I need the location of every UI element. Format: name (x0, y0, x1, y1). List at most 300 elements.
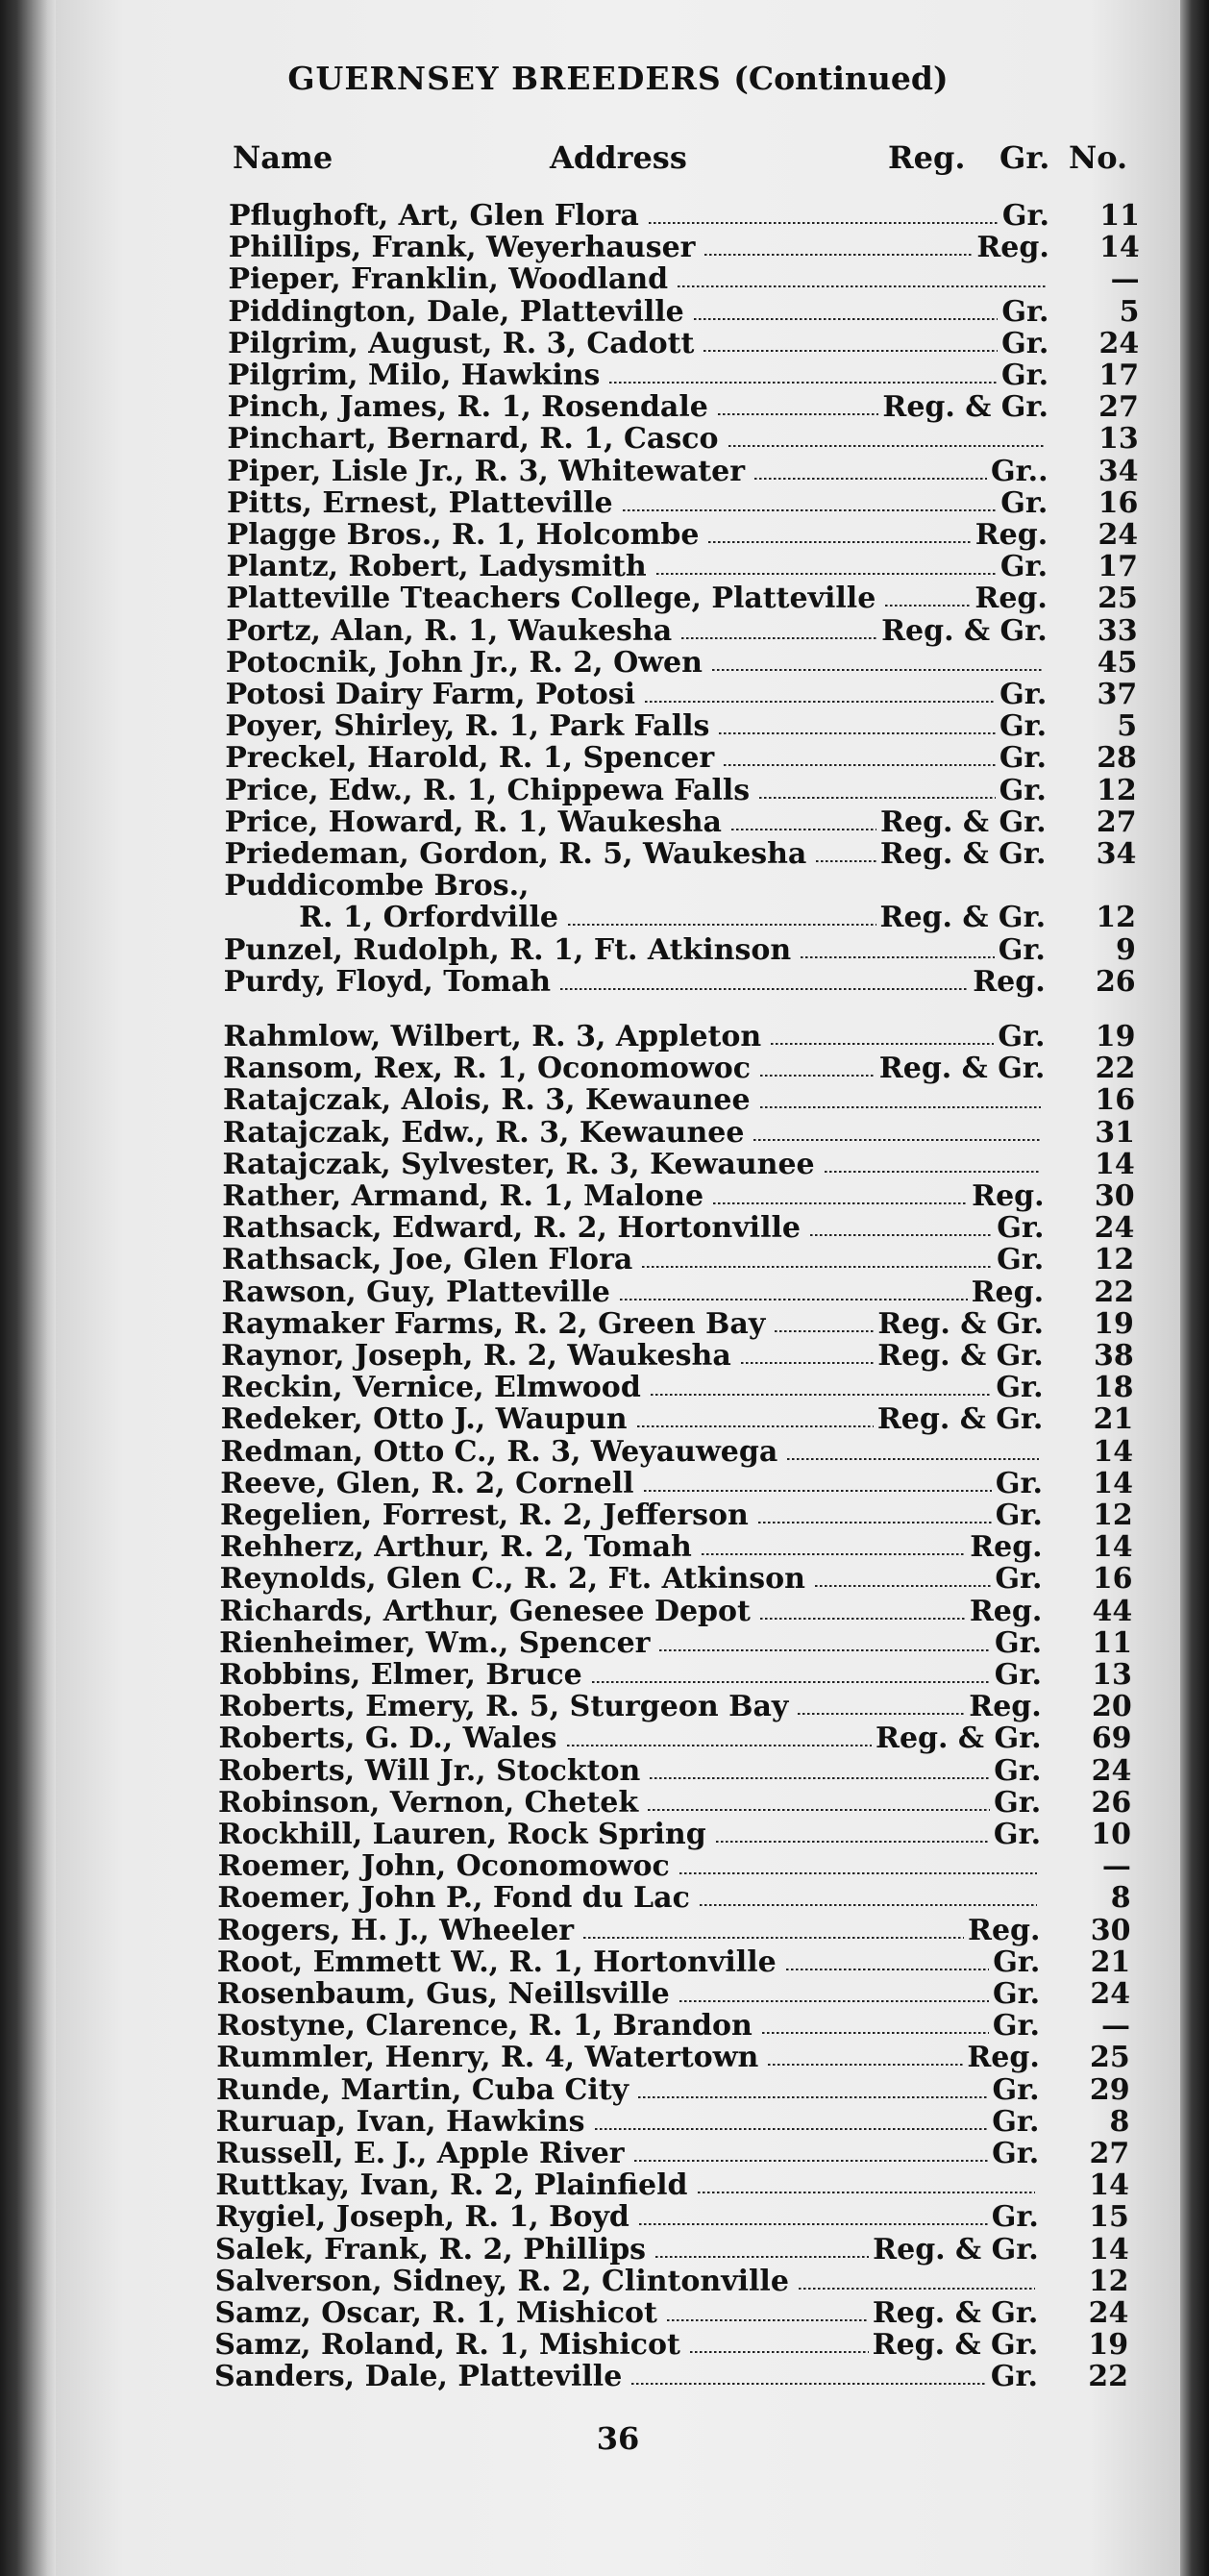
list-item (227, 390, 1139, 425)
breeder-name-address: Robinson, Vernon, Chetek (218, 1785, 639, 1820)
dot-leader (592, 1681, 991, 1683)
registration-status: Gr. (1001, 294, 1049, 329)
dot-leader (815, 1585, 991, 1587)
herd-count: 20 (1091, 1690, 1132, 1724)
list-item (219, 1562, 1133, 1597)
registration-status: Gr. (999, 678, 1048, 711)
dot-leader (760, 1106, 1042, 1108)
breeder-name-address: Ratajczak, Edw., R. 3, Kewaunee (222, 1115, 745, 1150)
herd-count: 26 (1095, 964, 1136, 999)
list-item (220, 1434, 1134, 1469)
dot-leader (768, 2064, 963, 2066)
herd-count: 12 (1096, 901, 1137, 935)
breeder-name-address: Rostyne, Clarence, R. 1, Brandon (216, 2009, 753, 2043)
herd-count: 26 (1091, 1785, 1132, 1820)
registration-status: Reg. & Gr. (881, 613, 1048, 648)
dot-leader (702, 1553, 966, 1555)
breeder-name-address: Piper, Lisle Jr., R. 3, Whitewater (227, 454, 746, 488)
page-title (56, 60, 1180, 97)
column-header-no: No. (1069, 139, 1128, 176)
breeder-name-address: Rogers, H. J., Wheeler (217, 1913, 575, 1947)
herd-count: 5 (1117, 709, 1138, 744)
list-item (223, 932, 1136, 967)
breeder-name-address: Salverson, Sidney, R. 2, Clintonville (214, 2264, 789, 2298)
herd-count: 18 (1093, 1371, 1134, 1405)
registration-status: Gr. (997, 1243, 1045, 1277)
breeder-name-address: Puddicombe Bros., (224, 869, 530, 904)
list-item (221, 1339, 1134, 1373)
list-item (216, 2072, 1130, 2107)
breeder-name-address: Samz, Roland, R. 1, Mishicot (214, 2328, 680, 2363)
list-item (215, 2104, 1130, 2139)
dot-leader (810, 1234, 993, 1236)
dot-leader (728, 445, 1045, 447)
list-item (224, 805, 1137, 839)
registration-status: Gr. (992, 2072, 1040, 2107)
herd-count: 24 (1098, 518, 1139, 552)
registration-status: Reg. (975, 518, 1049, 552)
list-item (223, 964, 1136, 999)
breeder-name-address: Platteville Tteachers College, Platteville (226, 582, 876, 616)
breeder-name-address: Reeve, Glen, R. 2, Cornell (220, 1466, 634, 1500)
dot-leader (825, 1171, 1041, 1173)
breeder-name-address: Pilgrim, Milo, Hawkins (227, 359, 601, 392)
herd-count: 9 (1115, 932, 1136, 967)
breeder-name-address: Priedeman, Gordon, R. 5, Waukesha (224, 837, 807, 871)
dot-leader (595, 2128, 989, 2130)
registration-status: Reg. (975, 582, 1048, 616)
dot-leader (703, 350, 998, 352)
breeder-name-address: Robbins, Elmer, Bruce (218, 1658, 582, 1692)
list-item (222, 1211, 1135, 1246)
dot-leader (716, 1841, 990, 1843)
column-header-gr: Gr. (999, 139, 1050, 176)
registration-status: Gr. (992, 2137, 1040, 2170)
herd-count: 13 (1092, 1658, 1132, 1692)
list-item (224, 837, 1137, 871)
registration-status: Reg. (972, 1179, 1045, 1213)
registration-status: Gr. (991, 2200, 1039, 2235)
list-item (225, 645, 1138, 680)
herd-count: 30 (1090, 1913, 1131, 1947)
list-item (228, 294, 1140, 329)
registration-status: Gr. (990, 2360, 1038, 2394)
breeder-name-address: Pinchart, Bernard, R. 1, Casco (227, 422, 719, 457)
dot-leader (798, 1713, 965, 1715)
herd-count: 19 (1095, 1020, 1136, 1053)
dot-leader (713, 1202, 968, 1204)
list-item (224, 773, 1137, 807)
list-item (214, 2232, 1129, 2266)
list-item (218, 1690, 1132, 1724)
dot-leader (631, 2383, 987, 2385)
herd-count: 15 (1089, 2200, 1129, 2235)
registration-status: Reg. & Gr. (879, 901, 1047, 935)
herd-count: 8 (1109, 2104, 1130, 2139)
registration-status: Reg. (971, 1275, 1045, 1309)
herd-count: 28 (1097, 741, 1137, 776)
title-suffix: (Continued) (733, 60, 949, 97)
list-item (226, 485, 1139, 520)
registration-status: Gr. (997, 1211, 1045, 1246)
registration-status: Gr. (993, 1818, 1042, 1851)
list-item (223, 1052, 1136, 1086)
dot-leader (731, 829, 876, 830)
breeder-name-address: Reckin, Vernice, Elmwood (220, 1371, 641, 1405)
registration-status: Reg. & Gr. (873, 2232, 1039, 2266)
column-header-name: Name (233, 139, 333, 176)
herd-count: 14 (1093, 1434, 1134, 1469)
registration-status: Gr. (1001, 326, 1049, 360)
breeder-name-address: Russell, E. J., Apple River (215, 2137, 625, 2170)
herd-count: 24 (1088, 2296, 1129, 2330)
dot-leader (642, 1266, 993, 1268)
list-item (215, 2200, 1129, 2235)
breeder-name-address: Potocnik, John Jr., R. 2, Owen (225, 645, 703, 680)
list-item (222, 1179, 1135, 1213)
dot-leader (623, 509, 998, 511)
herd-count: 27 (1089, 2137, 1130, 2170)
dot-leader (758, 1522, 992, 1523)
registration-status: Reg. & Gr. (878, 1052, 1046, 1086)
herd-count: — (1110, 262, 1140, 297)
herd-count: 17 (1098, 550, 1139, 584)
herd-count: 14 (1093, 1466, 1133, 1500)
list-item (215, 2168, 1130, 2203)
dot-leader (816, 860, 876, 862)
registration-status: Reg. & Gr. (879, 837, 1047, 871)
breeder-name-address: R. 1, Orfordville (299, 901, 558, 935)
list-item (217, 1913, 1131, 1947)
herd-count: 17 (1098, 359, 1140, 392)
herd-count: 21 (1093, 1402, 1134, 1437)
registration-status: Gr. (994, 1658, 1042, 1692)
dot-leader (638, 2096, 988, 2098)
dot-leader (718, 413, 879, 415)
registration-status: Reg. (973, 964, 1046, 999)
dot-leader (775, 1330, 874, 1332)
dot-leader (885, 605, 971, 607)
registration-status: Gr.. (990, 454, 1049, 488)
dot-leader (655, 2256, 869, 2258)
dot-leader (786, 1969, 990, 1970)
list-item (228, 231, 1140, 265)
list-item (229, 199, 1140, 233)
title-text: GUERNSEY BREEDERS (287, 60, 722, 97)
dot-leader (667, 2319, 869, 2321)
dot-leader (649, 222, 999, 224)
registration-status: Gr. (999, 773, 1047, 807)
herd-count: 69 (1091, 1721, 1132, 1756)
breeder-name-address: Salek, Frank, R. 2, Phillips (214, 2232, 647, 2266)
list-item (216, 2009, 1130, 2043)
list-item (224, 870, 1046, 902)
herd-count: 12 (1094, 1243, 1135, 1277)
list-item (221, 1275, 1135, 1309)
dot-leader (760, 1618, 966, 1620)
dot-leader (678, 285, 1045, 287)
page (56, 0, 1180, 2576)
list-item (220, 1371, 1134, 1405)
herd-count: 24 (1094, 1211, 1135, 1246)
breeder-name-address: Ratajczak, Alois, R. 3, Kewaunee (222, 1083, 751, 1118)
breeder-name-address: Runde, Martin, Cuba City (216, 2072, 629, 2107)
dot-leader (679, 2000, 989, 2002)
dot-leader (724, 764, 996, 766)
registration-status: Reg. (968, 1913, 1041, 1947)
dot-leader (679, 1872, 1037, 1874)
list-item (299, 901, 1137, 935)
registration-status: Reg. & Gr. (872, 2296, 1039, 2330)
registration-status: Gr. (993, 1977, 1041, 2011)
herd-count: 25 (1098, 582, 1138, 616)
breeder-name-address: Potosi Dairy Farm, Potosi (225, 678, 635, 711)
registration-status: Gr. (993, 1944, 1041, 1979)
herd-count: 27 (1098, 390, 1139, 425)
registration-status: Gr. (1000, 485, 1049, 520)
dot-leader (762, 2032, 989, 2034)
dot-leader (656, 573, 997, 575)
registration-status: Gr. (1001, 199, 1049, 233)
list-item (228, 262, 1140, 297)
list-item (217, 1881, 1131, 1916)
list-item (220, 1499, 1133, 1532)
registration-status: Gr. (998, 1020, 1046, 1053)
dot-leader (681, 637, 877, 639)
dot-leader (799, 2288, 1035, 2290)
breeder-name-address: Samz, Oscar, R. 1, Mishicot (214, 2296, 657, 2330)
herd-count: 14 (1099, 231, 1140, 265)
breeder-name-address: Raymaker Farms, R. 2, Green Bay (221, 1306, 766, 1341)
book-spine (0, 0, 56, 2576)
page-edge (1180, 0, 1209, 2576)
breeder-name-address: Rahmlow, Wilbert, R. 3, Appleton (223, 1020, 762, 1053)
herd-count: 24 (1098, 326, 1140, 360)
herd-count: 14 (1089, 2168, 1130, 2203)
list-item (221, 1306, 1134, 1341)
breeder-name-address: Redeker, Otto J., Waupun (220, 1402, 628, 1437)
registration-status: Gr. (992, 2009, 1040, 2043)
list-item (218, 1721, 1132, 1756)
list-item (219, 1530, 1133, 1565)
breeder-name-address: Pitts, Ernest, Platteville (226, 485, 613, 520)
herd-count: 29 (1089, 2072, 1130, 2107)
dot-leader (650, 1777, 990, 1779)
column-header-reg: Reg. (888, 139, 966, 176)
registration-status: Reg. & Gr. (877, 1339, 1044, 1373)
herd-count: 19 (1094, 1306, 1134, 1341)
dot-leader (651, 1394, 993, 1396)
dot-leader (759, 797, 995, 799)
dot-leader (801, 956, 995, 958)
breeder-name-address: Punzel, Rudolph, R. 1, Ft. Atkinson (223, 932, 792, 967)
registration-status: Reg. & Gr. (876, 1721, 1042, 1756)
breeder-name-address: Pinch, James, R. 1, Rosendale (227, 390, 708, 425)
herd-count: 25 (1090, 2041, 1130, 2075)
herd-count: 45 (1097, 645, 1138, 680)
list-item (218, 1753, 1132, 1788)
list-item (218, 1785, 1132, 1820)
breeder-name-address: Plantz, Robert, Ladysmith (226, 550, 647, 584)
registration-status: Gr. (994, 1625, 1043, 1660)
herd-count: 34 (1098, 454, 1139, 488)
herd-count: 37 (1097, 678, 1138, 711)
dot-leader (694, 318, 999, 320)
registration-status: Reg. (967, 2041, 1040, 2075)
herd-count: 16 (1098, 485, 1139, 520)
breeder-name-address: Ruruap, Ivan, Hawkins (215, 2104, 585, 2139)
registration-status: Gr. (994, 1753, 1042, 1788)
list-item (216, 1977, 1131, 2011)
dot-leader (700, 1904, 1037, 1906)
breeder-name-address: Rosenbaum, Gus, Neillsville (216, 1977, 670, 2011)
list-item (222, 1083, 1136, 1118)
list-item (226, 550, 1139, 584)
breeder-name-address: Rehherz, Arthur, R. 2, Tomah (219, 1530, 692, 1565)
breeder-name-address: Piddington, Dale, Platteville (228, 294, 684, 329)
breeder-name-address: Purdy, Floyd, Tomah (223, 964, 552, 999)
dot-leader (639, 2223, 988, 2225)
list-item (217, 1849, 1131, 1884)
breeder-name-address: Phillips, Frank, Weyerhauser (228, 231, 696, 265)
list-item (215, 2137, 1130, 2170)
herd-count: 44 (1092, 1594, 1133, 1628)
dot-leader (787, 1458, 1039, 1460)
herd-count: 24 (1090, 1977, 1131, 2011)
breeder-name-address: Sanders, Dale, Platteville (214, 2360, 623, 2394)
dot-leader (620, 1299, 968, 1300)
breeder-name-address: Rathsack, Joe, Glen Flora (221, 1243, 633, 1277)
list-item (223, 1020, 1136, 1053)
breeder-name-address: Rockhill, Lauren, Rock Spring (217, 1818, 706, 1851)
breeder-name-address: Rathsack, Edward, R. 2, Hortonville (222, 1211, 801, 1246)
herd-count: 12 (1088, 2264, 1129, 2298)
herd-count: 11 (1092, 1625, 1133, 1660)
registration-status: Reg. (976, 231, 1049, 265)
list-item (227, 359, 1140, 392)
registration-status: Gr. (999, 550, 1049, 584)
dot-leader (539, 892, 1043, 894)
breeder-name-address: Rather, Armand, R. 1, Malone (222, 1179, 704, 1213)
list-item (214, 2264, 1129, 2298)
list-item (216, 2041, 1130, 2075)
list-item (217, 1818, 1132, 1851)
registration-status: Reg. (969, 1594, 1043, 1628)
dot-leader (771, 1043, 994, 1045)
list-item (219, 1625, 1133, 1660)
registration-status: Gr. (1000, 359, 1049, 392)
dot-leader (567, 1745, 873, 1746)
breeder-name-address: Roberts, Will Jr., Stockton (218, 1753, 641, 1788)
registration-status: Gr. (995, 1499, 1043, 1532)
breeder-name-address: Raynor, Joseph, R. 2, Waukesha (221, 1339, 731, 1373)
registration-status: Gr. (992, 2104, 1040, 2139)
registration-status: Gr. (998, 932, 1046, 967)
breeder-name-address: Ratajczak, Sylvester, R. 3, Kewaunee (222, 1147, 815, 1181)
list-item (227, 454, 1139, 488)
breeder-name-address: Pflughoft, Art, Glen Flora (229, 199, 639, 233)
breeder-name-address: Portz, Alan, R. 1, Waukesha (226, 613, 673, 648)
dot-leader (609, 382, 998, 384)
list-item (214, 2296, 1129, 2330)
breeder-name-address: Richards, Arthur, Genesee Depot (219, 1594, 751, 1628)
dot-leader (698, 2192, 1036, 2193)
column-header-address: Address (550, 139, 687, 176)
herd-count: 30 (1094, 1179, 1135, 1213)
registration-status: Gr. (996, 1371, 1044, 1405)
registration-status: Reg. & Gr. (877, 1306, 1044, 1341)
herd-count: — (1101, 1849, 1131, 1884)
registration-status: Gr. (995, 1466, 1043, 1500)
herd-count: 27 (1096, 805, 1137, 839)
breeder-name-address: Regelien, Forrest, R. 2, Jefferson (220, 1499, 749, 1532)
dot-leader (754, 478, 987, 480)
registration-status: Reg. & Gr. (872, 2328, 1039, 2363)
list-item (225, 709, 1138, 744)
herd-count: 11 (1099, 199, 1140, 233)
list-item (216, 1944, 1131, 1979)
dot-leader (568, 924, 876, 926)
breeder-name-address: Roberts, G. D., Wales (218, 1721, 557, 1756)
breeder-name-address: Poyer, Shirley, R. 1, Park Falls (225, 709, 710, 744)
dot-leader (648, 1809, 990, 1811)
herd-count: 22 (1094, 1275, 1135, 1309)
herd-count: 24 (1091, 1753, 1132, 1788)
list-item (218, 1658, 1132, 1692)
herd-count: 31 (1095, 1115, 1135, 1150)
breeder-name-address: Roemer, John P., Fond du Lac (217, 1881, 690, 1916)
dot-leader (690, 2351, 869, 2353)
herd-count: 10 (1091, 1818, 1132, 1851)
herd-count: 5 (1119, 294, 1140, 329)
breeder-name-address: Price, Edw., R. 1, Chippewa Falls (224, 773, 751, 807)
herd-count: 33 (1097, 613, 1138, 648)
herd-count: — (1100, 2009, 1130, 2043)
breeder-name-address: Redman, Otto C., R. 3, Weyauwega (220, 1434, 778, 1469)
registration-status: Reg. & Gr. (876, 1402, 1044, 1437)
dot-leader (583, 1937, 964, 1939)
list-item (219, 1594, 1133, 1628)
herd-count: 12 (1093, 1499, 1133, 1532)
list-item (228, 326, 1140, 360)
list-item (227, 422, 1139, 457)
herd-count: 8 (1110, 1881, 1131, 1916)
list-item (226, 518, 1139, 552)
herd-count: 22 (1095, 1052, 1136, 1086)
herd-count: 38 (1093, 1339, 1134, 1373)
list-item (222, 1147, 1135, 1181)
breeder-name-address: Roemer, John, Oconomowoc (217, 1849, 670, 1884)
dot-leader (741, 1362, 874, 1364)
herd-count: 13 (1098, 422, 1139, 457)
herd-count: 14 (1088, 2232, 1129, 2266)
dot-leader (753, 1139, 1040, 1141)
registration-status: Reg. & Gr. (882, 390, 1049, 425)
dot-leader (645, 701, 996, 703)
herd-count: 34 (1096, 837, 1137, 871)
list-item (214, 2360, 1128, 2394)
list-item (214, 2328, 1129, 2363)
dot-leader (712, 669, 1044, 671)
breeder-name-address: Root, Emmett W., R. 1, Hortonville (216, 1944, 777, 1979)
list-item (226, 613, 1138, 648)
registration-status: Reg. (970, 1530, 1043, 1565)
registration-status: Gr. (994, 1785, 1042, 1820)
breeder-name-address: Rawson, Guy, Platteville (221, 1275, 610, 1309)
registration-status: Gr. (995, 1562, 1043, 1597)
dot-leader (719, 732, 996, 734)
page-number: 36 (596, 2420, 640, 2457)
